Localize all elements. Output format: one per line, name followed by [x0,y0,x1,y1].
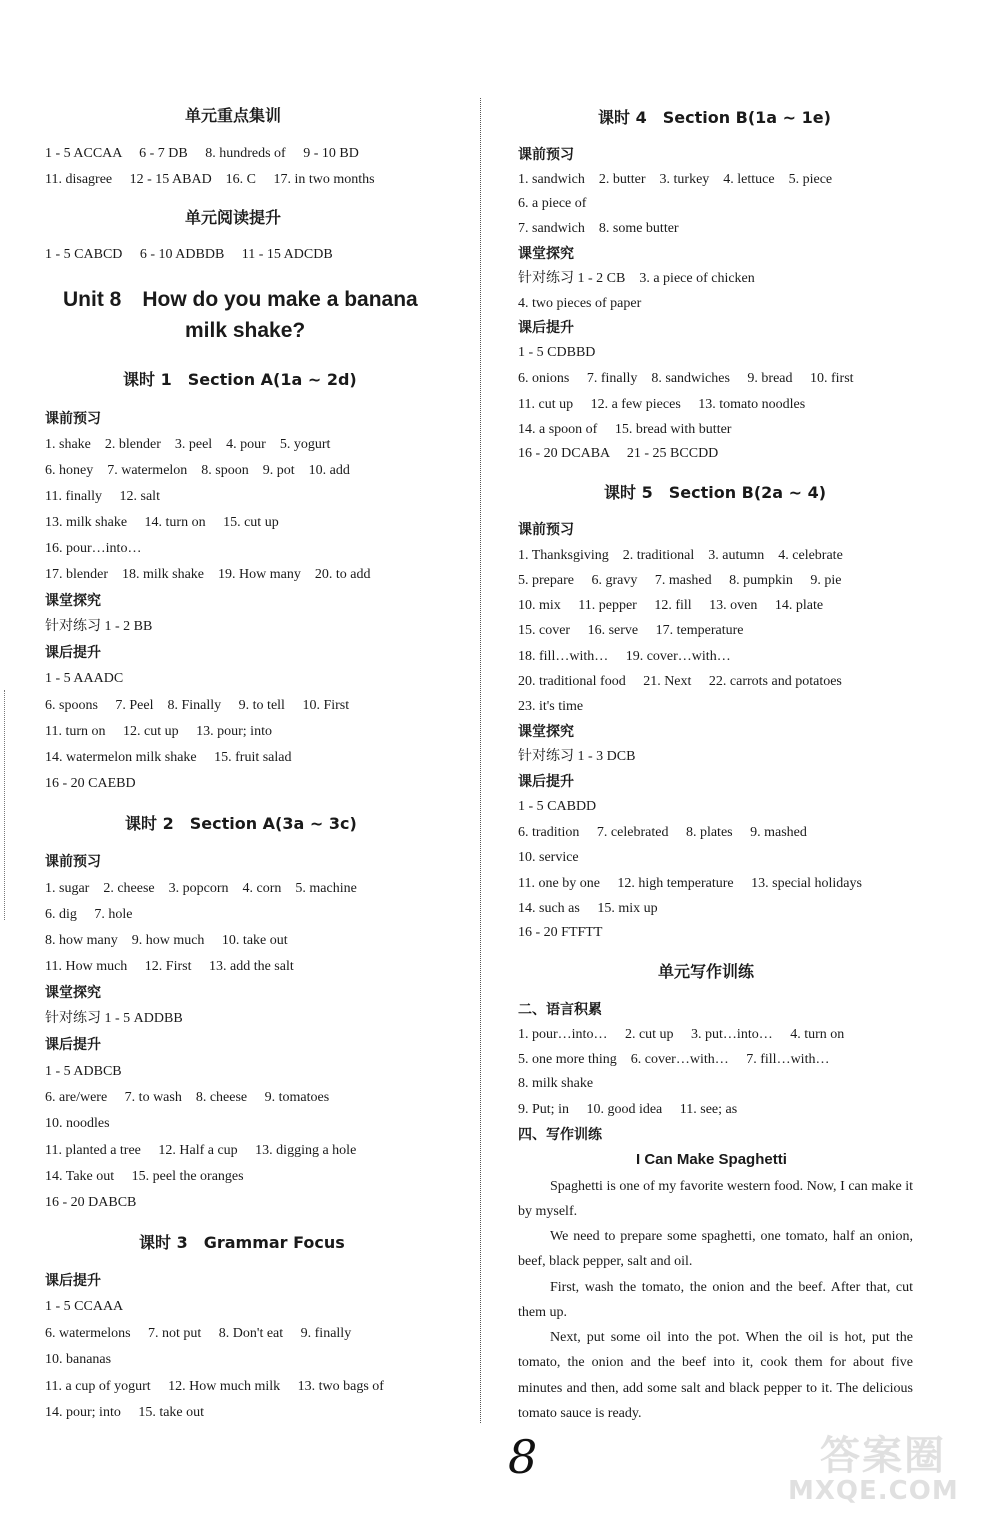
lesson-title: 课时 5 Section B(2a ~ 4) [604,483,827,502]
answer-line: 16 - 20 DABCB [45,1195,137,1210]
answer-line: 6. watermelons 7. not put 8. Don't eat 9. finally [45,1326,352,1341]
essay-paragraph: Next, put some oil into the pot. When the oil is hot, put the tomato, the onion and the beef into it, cook them for about five minutes and then, add some salt and black pepper to it. The delicious tomato sauce is ready. [518,1330,913,1421]
subheading: 四、写作训练 [518,1127,602,1143]
answer-line: 1. shake 2. blender 3. peel 4. pour 5. yogurt [45,437,331,452]
answer-line: 6. onions 7. finally 8. sandwiches 9. bread 10. first [518,371,854,386]
answer-line: 16 - 20 FTFTT [518,925,603,940]
binding-edge-dots [4,690,5,920]
answer-line: 1 - 5 CDBBD [518,345,596,360]
answer-line: 15. cover 16. serve 17. temperature [518,623,744,638]
subheading: 二、语言积累 [518,1002,602,1018]
subheading: 课后提升 [518,774,574,790]
answer-line: 1 - 5 CCAAA [45,1299,124,1314]
lesson-title: 课时 3 Grammar Focus [139,1233,345,1252]
subheading: 课后提升 [45,1273,101,1289]
answer-line: 14. pour; into 15. take out [45,1405,205,1420]
lesson-title: 课时 1 Section A(1a ~ 2d) [123,370,357,389]
answer-line: 11. disagree 12 - 15 ABAD 16. C 17. in two months [45,172,375,187]
answer-line: 23. it's time [518,699,584,714]
unit-title-cont: milk shake? [185,319,306,342]
answer-line: 14. such as 15. mix up [518,901,658,916]
subheading: 课后提升 [45,645,101,661]
subheading: 课后提升 [518,320,574,336]
answer-line: 11. How much 12. First 13. add the salt [45,959,294,974]
answer-line: 11. cut up 12. a few pieces 13. tomato noodles [518,397,806,412]
essay-title: I Can Make Spaghetti [636,1151,787,1168]
answer-line: 6. honey 7. watermelon 8. spoon 9. pot 10. add [45,463,350,478]
answer-line: 5. one more thing 6. cover…with… 7. fill…with… [518,1052,830,1067]
answer-line: 20. traditional food 21. Next 22. carrots and potatoes [518,674,842,689]
column-divider [480,98,481,1423]
answer-line: 6. spoons 7. Peel 8. Finally 9. to tell 10. First [45,698,350,713]
unit-title: Unit 8 How do you make a banana [63,288,418,311]
answer-line: 6. a piece of [518,196,587,211]
answer-line: 16. pour…into… [45,541,142,556]
answer-line: 10. service [518,850,579,865]
answer-line: 9. Put; in 10. good idea 11. see; as [518,1102,738,1117]
subheading: 课后提升 [45,1037,101,1053]
answer-line: 1. sugar 2. cheese 3. popcorn 4. corn 5. machine [45,881,357,896]
lesson-title: 课时 2 Section A(3a ~ 3c) [125,814,357,833]
section-heading: 单元重点集训 [185,106,282,125]
watermark-url: MXQE.COM [788,1476,959,1506]
answer-line: 1 - 5 CABCD 6 - 10 ADBDB 11 - 15 ADCDB [45,247,333,262]
answer-line: 针对练习 1 - 2 CB 3. a piece of chicken [518,271,755,286]
answer-line: 11. finally 12. salt [45,489,160,504]
answer-line: 针对练习 1 - 2 BB [45,619,153,634]
answer-line: 11. a cup of yogurt 12. How much milk 13. two bags of [45,1379,384,1394]
answer-line: 13. milk shake 14. turn on 15. cut up [45,515,279,530]
subheading: 课前预习 [518,522,574,538]
subheading: 课前预习 [518,147,574,163]
answer-line: 17. blender 18. milk shake 19. How many 20. to add [45,567,371,582]
essay-paragraph: First, wash the tomato, the onion and the beef. After that, cut them up. [518,1280,913,1321]
answer-line: 6. tradition 7. celebrated 8. plates 9. mashed [518,825,807,840]
answer-line: 18. fill…with… 19. cover…with… [518,649,731,664]
answer-line: 针对练习 1 - 5 ADDBB [45,1011,183,1026]
subheading: 课堂探究 [518,246,574,262]
answer-line: 11. one by one 12. high temperature 13. special holidays [518,876,862,891]
answer-line: 10. mix 11. pepper 12. fill 13. oven 14. plate [518,598,824,613]
essay-paragraph: Spaghetti is one of my favorite western food. Now, I can make it by myself. [518,1179,913,1220]
answer-line: 5. prepare 6. gravy 7. mashed 8. pumpkin 9. pie [518,573,842,588]
subheading: 课堂探究 [518,724,574,740]
answer-line: 针对练习 1 - 3 DCB [518,749,636,764]
page-number: 8 [508,1430,538,1484]
answer-line: 16 - 20 CAEBD [45,776,136,791]
subheading: 课堂探究 [45,985,101,1001]
subheading: 课前预习 [45,854,101,870]
answer-line: 11. turn on 12. cut up 13. pour; into [45,724,272,739]
answer-line: 16 - 20 DCABA 21 - 25 BCCDD [518,446,719,461]
essay-paragraph: We need to prepare some spaghetti, one tomato, half an onion, beef, black pepper, salt and oil. [518,1229,913,1270]
answer-line: 7. sandwich 8. some butter [518,221,679,236]
section-heading: 单元写作训练 [658,962,755,981]
watermark-logo: 答案圈 [820,1433,946,1479]
subheading: 课堂探究 [45,593,101,609]
answer-line: 8. how many 9. how much 10. take out [45,933,288,948]
answer-line: 1. pour…into… 2. cut up 3. put…into… 4. turn on [518,1027,845,1042]
answer-line: 6. dig 7. hole [45,907,133,922]
answer-line: 1 - 5 ACCAA 6 - 7 DB 8. hundreds of 9 - 10 BD [45,146,359,161]
answer-line: 10. bananas [45,1352,112,1367]
answer-line: 1. sandwich 2. butter 3. turkey 4. lettuce 5. piece [518,172,833,187]
answer-line: 6. are/were 7. to wash 8. cheese 9. tomatoes [45,1090,330,1105]
answer-line: 14. watermelon milk shake 15. fruit salad [45,750,292,765]
subheading: 课前预习 [45,411,101,427]
answer-line: 8. milk shake [518,1076,594,1091]
answer-line: 1 - 5 CABDD [518,799,597,814]
answer-line: 1 - 5 AAADC [45,671,124,686]
answer-line: 11. planted a tree 12. Half a cup 13. digging a hole [45,1143,357,1158]
section-heading: 单元阅读提升 [185,208,282,227]
answer-line: 1 - 5 ADBCB [45,1064,122,1079]
answer-line: 14. Take out 15. peel the oranges [45,1169,244,1184]
answer-line: 1. Thanksgiving 2. traditional 3. autumn 4. celebrate [518,548,843,563]
answer-line: 4. two pieces of paper [518,296,642,311]
answer-line: 10. noodles [45,1116,110,1131]
answer-line: 14. a spoon of 15. bread with butter [518,422,732,437]
lesson-title: 课时 4 Section B(1a ~ 1e) [598,108,831,127]
